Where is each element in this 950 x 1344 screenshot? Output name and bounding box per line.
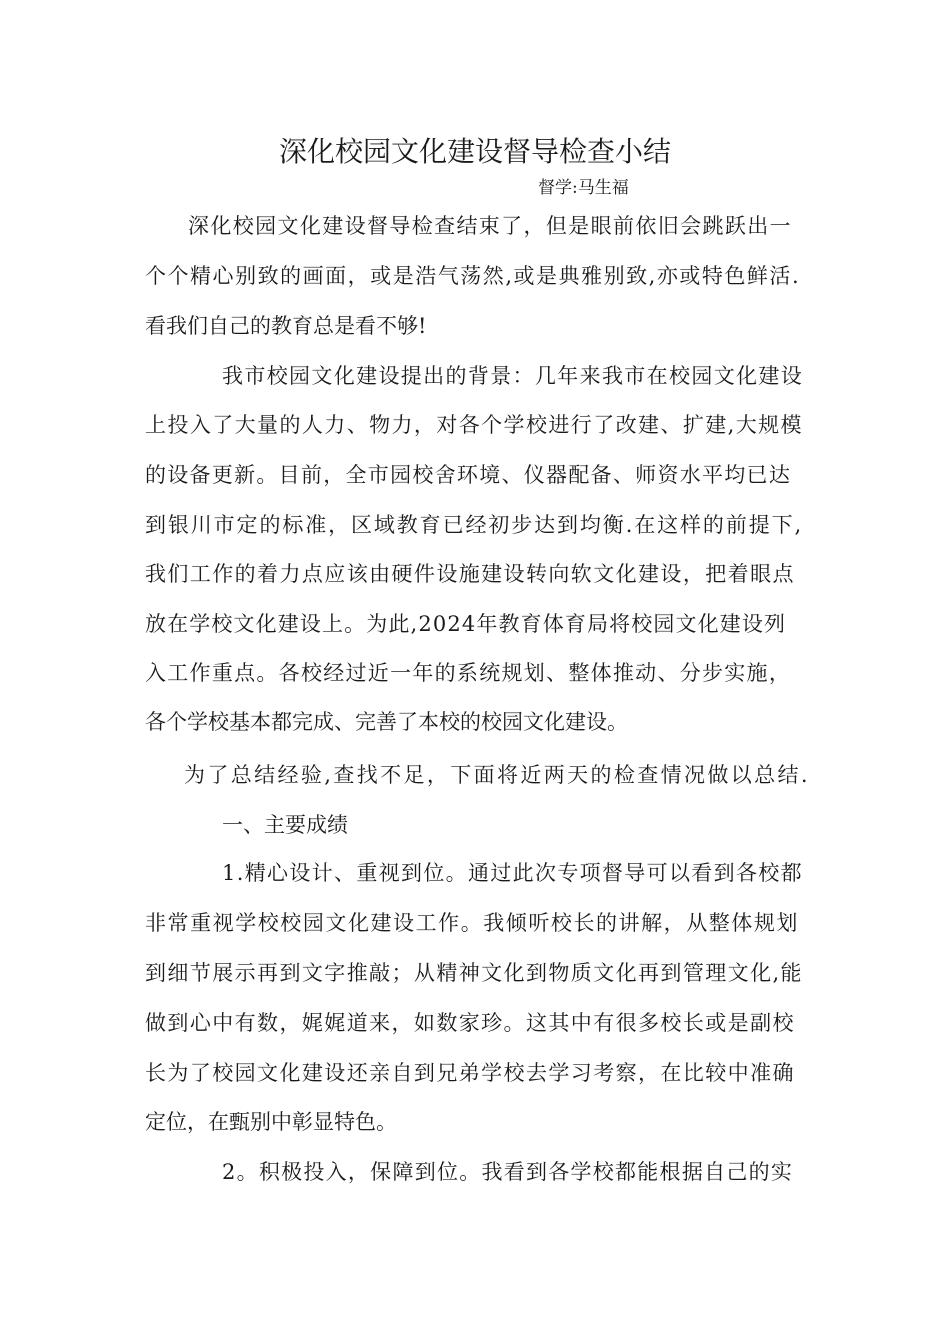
section-heading-main-achievements: 一、主要成绩: [222, 813, 348, 837]
paragraph-2-line-7: 入工作重点。各校经过近一年的系统规划、整体推动、分步实施，: [145, 661, 791, 685]
paragraph-2-line-4: 到银川市定的标准，区域教育已经初步达到均衡.在这样的前提下,: [145, 513, 803, 537]
paragraph-2-line-3: 的设备更新。目前，全市园校舍环境、仪器配备、师资水平均已达: [145, 463, 791, 487]
paragraph-1-line-1: 深化校园文化建设督导检查结束了，但是眼前依旧会跳跃出一: [188, 214, 792, 238]
paragraph-2-line-8: 各个学校基本都完成、完善了本校的校园文化建设。: [145, 710, 628, 734]
paragraph-3-line-1: 为了总结经验,查找不足，下面将近两天的检查情况做以总结.: [184, 763, 810, 787]
item-1-line-2: 非常重视学校校园文化建设工作。我倾听校长的讲解，从整体规划: [145, 911, 799, 935]
item-2-line-1: 2。积极投入，保障到位。我看到各学校都能根据自己的实: [222, 1160, 793, 1184]
item-1-line-6: 定位，在甄别中彰显特色。: [145, 1110, 397, 1134]
paragraph-2-line-2: 上投入了大量的人力、物力，对各个学校进行了改建、扩建,大规模: [145, 413, 803, 437]
item-1-line-3: 到细节展示再到文字推敲；从精神文化到物质文化再到管理文化,能: [145, 961, 803, 985]
paragraph-1-line-3: 看我们自己的教育总是看不够!: [145, 314, 427, 338]
paragraph-2-line-5: 我们工作的着力点应该由硬件设施建设转向软文化建设，把着眼点: [145, 562, 795, 586]
document-title: 深化校园文化建设督导检查小结: [278, 135, 671, 168]
item-1-line-5: 长为了校园文化建设还亲自到兄弟学校去学习考察，在比较中准确: [145, 1061, 795, 1085]
paragraph-2-line-6: 放在学校文化建设上。为此,2024年教育体育局将校园文化建设列: [145, 612, 786, 636]
author-line: 督学:马生福: [538, 178, 629, 198]
paragraph-1-line-2: 个个精心别致的画面，或是浩气荡然,或是典雅别致,亦或特色鲜活.: [145, 264, 800, 288]
paragraph-2-line-1: 我市校园文化建设提出的背景：几年来我市在校园文化建设: [222, 364, 803, 388]
item-1-line-1: 1.精心设计、重视到位。通过此次专项督导可以看到各校都: [222, 861, 803, 885]
item-1-line-4: 做到心中有数，娓娓道来，如数家珍。这其中有很多校长或是副校: [145, 1011, 795, 1035]
